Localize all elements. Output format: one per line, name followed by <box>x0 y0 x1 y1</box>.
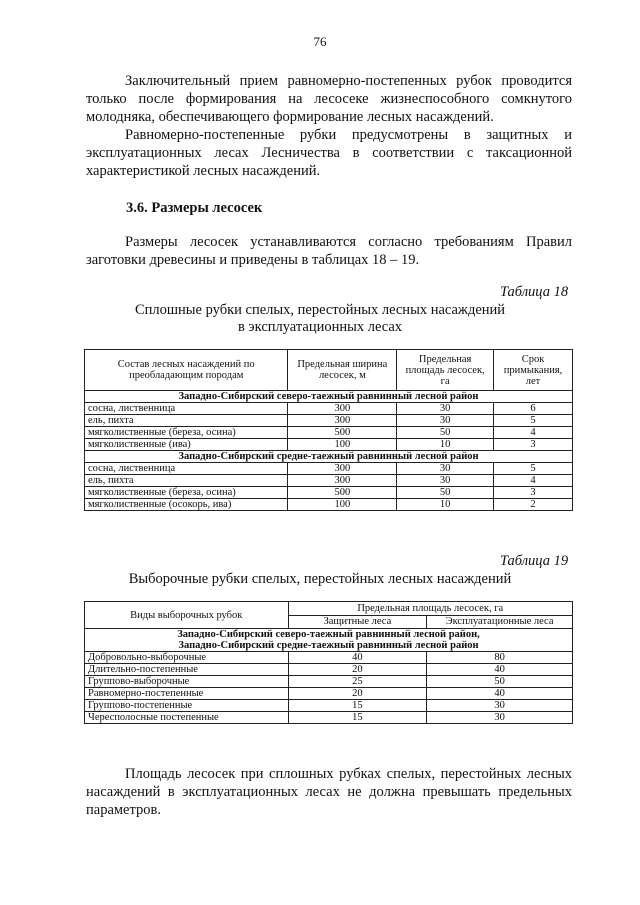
table19-header-type: Виды выборочных рубок <box>85 602 289 629</box>
term-cell: 5 <box>494 415 573 427</box>
type-cell: Равномерно-постепенные <box>85 688 289 700</box>
species-cell: мягколиственные (береза, осина) <box>85 487 288 499</box>
exploitation-cell: 80 <box>427 652 573 664</box>
area-cell: 10 <box>397 499 494 511</box>
exploitation-cell: 40 <box>427 688 573 700</box>
section-text <box>86 233 572 269</box>
area-cell: 30 <box>397 403 494 415</box>
table-row <box>85 499 573 511</box>
exploitation-cell: 30 <box>427 712 573 724</box>
term-cell: 3 <box>494 487 573 499</box>
term-cell: 3 <box>494 439 573 451</box>
table18-title-line1: Сплошные рубки спелых, перестойных лесных насаждений <box>134 302 506 318</box>
type-cell: Длительно-постепенные <box>85 664 289 676</box>
species-cell: мягколиственные (ива) <box>85 439 288 451</box>
protective-cell: 25 <box>288 676 427 688</box>
table-row <box>85 700 573 712</box>
width-cell: 100 <box>288 439 397 451</box>
type-cell: Группово-выборочные <box>85 676 289 688</box>
term-cell: 4 <box>494 427 573 439</box>
table18-title <box>0 302 640 336</box>
table19 <box>84 601 573 724</box>
area-cell: 50 <box>397 427 494 439</box>
table18-region-row <box>85 451 573 463</box>
type-cell: Чересполосные постепенные <box>85 712 289 724</box>
width-cell: 300 <box>288 403 397 415</box>
table19-region-row <box>85 629 573 652</box>
area-cell: 30 <box>397 463 494 475</box>
area-cell: 30 <box>397 475 494 487</box>
table18-header-area: Предельная площадь лесосек, га <box>397 350 494 391</box>
exploitation-cell: 30 <box>427 700 573 712</box>
intro-text <box>86 72 572 180</box>
table19-header-protective: Защитные леса <box>288 615 427 629</box>
species-cell: ель, пихта <box>85 415 288 427</box>
table-row <box>85 403 573 415</box>
table-row <box>85 439 573 451</box>
table-row <box>85 676 573 688</box>
species-cell: ель, пихта <box>85 475 288 487</box>
protective-cell: 20 <box>288 664 427 676</box>
table18-header-width: Предельная ширина лесосек, м <box>288 350 397 391</box>
table19-caption: Таблица 19 <box>500 553 569 569</box>
protective-cell: 15 <box>288 700 427 712</box>
table18-caption: Таблица 18 <box>500 284 569 300</box>
species-cell: сосна, лиственница <box>85 463 288 475</box>
table-row <box>85 487 573 499</box>
table-row <box>85 712 573 724</box>
term-cell: 6 <box>494 403 573 415</box>
type-cell: Добровольно-выборочные <box>85 652 289 664</box>
area-cell: 10 <box>397 439 494 451</box>
species-cell: сосна, лиственница <box>85 403 288 415</box>
table18 <box>84 349 573 511</box>
table18-header-row <box>85 350 573 391</box>
term-cell: 4 <box>494 475 573 487</box>
width-cell: 300 <box>288 463 397 475</box>
table-row <box>85 463 573 475</box>
table-row <box>85 427 573 439</box>
table18-header-species: Состав лесных насаждений по преобладающим породам <box>85 350 288 391</box>
closing-text <box>86 765 572 819</box>
section-heading: 3.6. Размеры лесосек <box>126 200 263 216</box>
protective-cell: 15 <box>288 712 427 724</box>
table19-header-row <box>85 602 573 616</box>
table19-title: Выборочные рубки спелых, перестойных лесных насаждений <box>128 571 512 587</box>
species-cell: мягколиственные (береза, осина) <box>85 427 288 439</box>
table19-header-exploitation: Эксплуатационные леса <box>427 615 573 629</box>
page-number: 76 <box>313 34 327 49</box>
intro-paragraph-1: Заключительный прием равномерно-постепенных рубок проводится только после формирования на лесосеке жизнеспособного сомкнутого молодняка, обеспечивающего формирование лесных насаждений. <box>86 73 572 125</box>
exploitation-cell: 50 <box>427 676 573 688</box>
protective-cell: 20 <box>288 688 427 700</box>
table18-region-row <box>85 391 573 403</box>
table19-region-name <box>85 629 573 652</box>
table19-region-line2: Западно-Сибирский средне-таежный равнинный лесной район <box>178 640 479 651</box>
width-cell: 300 <box>288 415 397 427</box>
table19-header-area: Предельная площадь лесосек, га <box>288 602 572 616</box>
table18-region-name: Западно-Сибирский средне-таежный равнинный лесной район <box>85 451 573 463</box>
table18-region-name: Западно-Сибирский северо-таежный равнинный лесной район <box>85 391 573 403</box>
table-row <box>85 688 573 700</box>
width-cell: 500 <box>288 487 397 499</box>
width-cell: 500 <box>288 427 397 439</box>
protective-cell: 40 <box>288 652 427 664</box>
intro-paragraph-2: Равномерно-постепенные рубки предусмотрены в защитных и эксплуатационных лесах Лесничества в соответствии с таксационной характеристикой лесных насаждений. <box>86 127 572 179</box>
table-row <box>85 652 573 664</box>
width-cell: 300 <box>288 475 397 487</box>
exploitation-cell: 40 <box>427 664 573 676</box>
width-cell: 100 <box>288 499 397 511</box>
table18-header-term: Срок примыкания, лет <box>494 350 573 391</box>
section-paragraph: Размеры лесосек устанавливаются согласно требованиям Правил заготовки древесины и приведены в таблицах 18 – 19. <box>86 234 572 268</box>
closing-paragraph: Площадь лесосек при сплошных рубках спелых, перестойных лесных насаждений в эксплуатационных лесах не должна превышать предельных параметров. <box>86 766 572 818</box>
term-cell: 2 <box>494 499 573 511</box>
table-row <box>85 664 573 676</box>
table-row <box>85 415 573 427</box>
table-row <box>85 475 573 487</box>
type-cell: Группово-постепенные <box>85 700 289 712</box>
area-cell: 30 <box>397 415 494 427</box>
table19-region-line1: Западно-Сибирский северо-таежный равнинный лесной район, <box>177 629 480 640</box>
area-cell: 50 <box>397 487 494 499</box>
table18-title-line2: в эксплуатационных лесах <box>237 319 403 335</box>
species-cell: мягколиственные (осокорь, ива) <box>85 499 288 511</box>
term-cell: 5 <box>494 463 573 475</box>
